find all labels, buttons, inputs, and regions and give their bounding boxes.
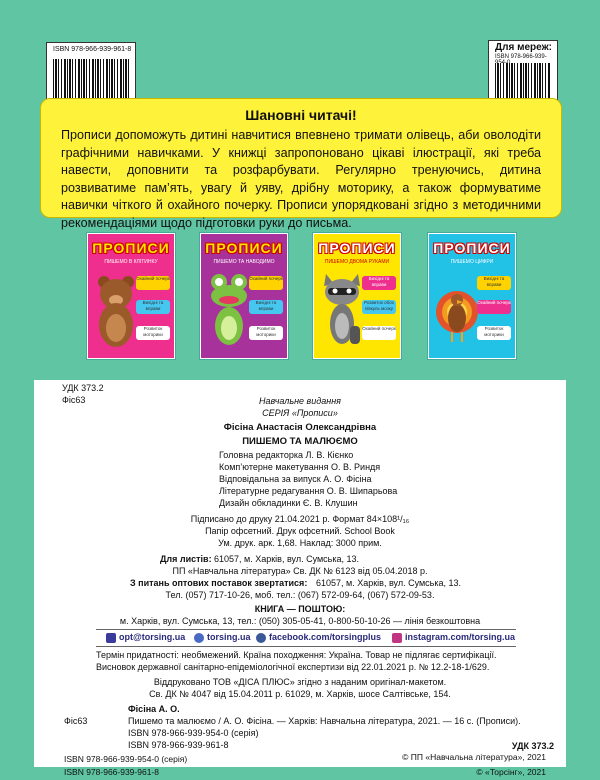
book-title: ПРОПИСИ [205,240,283,256]
book-pill: Охайний почерк [477,300,511,314]
biblio-author: Фісіна А. О. [128,704,180,714]
print-info: Ум. друк. арк. 1,68. Наклад: 3000 прим. [218,538,382,548]
barcode-right-isbn: ISBN 978-966-939- [495,54,547,60]
instagram-text: instagram.com/torsing.ua [405,632,516,642]
book-pill: Охайний почерк [362,326,396,340]
book-title: ПИШЕМО ТА МАЛЮЄМО [242,436,358,447]
copyright: © «Торсінг», 2021 [476,767,546,777]
book-cover-3 [313,233,401,359]
credit-line: Відповідальна за випуск А. О. Фісіна [219,474,372,484]
footer-isbn: ISBN 978-966-939-954-0 (серія) [64,754,188,764]
facebook-text: facebook.com/torsingplus [269,632,382,642]
biblio-isbn: ISBN 978-966-939-961-8 [128,740,229,750]
mail-order-text: м. Харків, вул. Сумська, 13, тел.: (050) 305-05-41, 0-800-50-10-26 — лінія безкоштовна [119,616,481,626]
code-top: Фіс63 [62,395,86,405]
book-title: ПРОПИСИ [92,240,170,256]
print-house-line: Св. ДК № 4047 від 15.04.2011 р. 61029, м. Харків, шосе Салтівське, 154. [149,689,451,699]
book-pill: Розвиток обох півкуль мозку [362,300,396,314]
email-text: opt@torsing.ua [119,632,186,642]
book-pill: Охайний почерк [136,276,170,290]
book-pill: Охайний почерк [249,276,283,290]
biblio-code: Фіс63 [64,716,88,726]
book-pill: Розвиток моторики [136,326,170,340]
author: Фісіна Анастасія Олександрівна [223,422,377,433]
book-cover-2 [200,233,288,359]
book-pill: Вихідні та вправи [249,300,283,314]
notice-title: Шановні читачі! [245,107,357,123]
book-pill: Вихідні та вправи [136,300,170,314]
book-pill: Вихідні та вправи [477,276,511,290]
contact-email[interactable] [106,632,185,643]
turkey-illustration [435,270,479,348]
book-cover-1 [87,233,175,359]
credit-line: Комп’ютерне макетування О. В. Риндя [219,462,381,472]
book-subtitle: ПИШЕМО ЦИФРИ [450,259,494,265]
contact-site[interactable] [194,632,251,643]
letters-text: 61057, м. Харків, вул. Сумська, 13. [214,554,360,564]
notice-text: Прописи допоможуть дитині навчитися впевнено тримати олівець, аби оволодіти графічними навичками. У книжці запропоновано цікаві ілюстрації, які треба навести, доповнити та розфарбувати. Регулярно тренуючись, дитина розвиватиме пам’ять, увагу й уяву, дрібну моторику, а також формуватиме навички чіткого й охайного почерку. Прописи упорядковані згідно з методичними рекомендаціями щодо підготовки руки до письма. [61,128,541,230]
book-subtitle: ПИШЕМО В КЛІТИНКУ [104,259,158,265]
publisher-reg: ПП «Навчальна література» Св. ДК № 6123 від 05.04.2018 р. [172,566,428,576]
instagram-icon [392,633,402,643]
book-pill: Вихідні та вправи [362,276,396,290]
email-icon [106,633,116,643]
book-pill: Розвиток моторики [249,326,283,340]
book-cover-4 [428,233,516,359]
wholesale-phones: Тел. (057) 717-10-26, моб. тел.: (067) 572-09-64, (067) 572-09-53. [165,590,435,600]
frog-illustration [207,270,251,348]
biblio-text: Пишемо та малюємо / А. О. Фісіна. — Харків: Навчальна література, 2021. — 16 с. (Прописи). [128,716,521,726]
cert-line: Термін придатності: необмежений. Країна походження: Україна. Товар не підлягає сертифікації. [96,650,497,660]
credit-line: Головна редакторка Л. В. Кієнко [219,450,354,460]
wholesale-label: З питань оптових поставок звертатися: [130,578,308,588]
credit-line: Дизайн обкладинки Є. В. Клушин [219,498,358,508]
series: СЕРІЯ «Прописи» [262,408,338,418]
raccoon-illustration [320,270,364,348]
book-subtitle: ПИШЕМО ТА НАВОДИМО [213,259,275,265]
book-pill: Розвиток моторики [477,326,511,340]
book-subtitle: ПИШЕМО ДВОМА РУКАМИ [324,259,390,265]
biblio-isbn: ISBN 978-966-939-954-0 (серія) [128,728,259,738]
divider [96,629,516,630]
book-title: ПРОПИСИ [318,240,396,256]
book-title: ПРОПИСИ [433,240,511,256]
mail-order-title: КНИГА — ПОШТОЮ: [254,604,346,614]
edition-type: Навчальне видання [259,396,341,406]
udk-bottom: УДК 373.2 [511,741,554,751]
barcode-left-isbn: ISBN 978-966-939-961-8 [53,46,132,53]
globe-icon [194,633,204,643]
contact-facebook[interactable] [256,632,381,643]
print-info: Папір офсетний. Друк офсетний. School Book [205,526,395,536]
cert-line: Висновок державної санітарно-епідеміологічної експертизи від 22.01.2021 р. № 12.2-18-1/629. [96,662,490,672]
credit-line: Літературне редагування О. В. Шипарьова [219,486,398,496]
facebook-icon [256,633,266,643]
bear-illustration [94,270,138,348]
letters-label: Для листів: [160,554,212,564]
site-text: torsing.ua [207,632,251,642]
contact-instagram[interactable] [392,632,515,643]
notice-box [40,98,562,230]
imprint-panel [34,380,566,767]
print-house-line: Віддруковано ТОВ «ДІСА ПЛЮС» згідно з наданим оригінал-макетом. [153,677,447,687]
copyright: © ПП «Навчальна література», 2021 [402,752,546,762]
footer-isbn: ISBN 978-966-939-961-8 [64,767,159,777]
barcode-right-label: Для мереж: [495,42,553,53]
print-info: Підписано до друку 21.04.2021 р. Формат 84×108¹/₁₆ [190,514,410,524]
udk-top: УДК 373.2 [62,383,104,393]
divider [96,646,516,647]
wholesale-text: 61057, м. Харків, вул. Сумська, 13. [316,578,462,588]
